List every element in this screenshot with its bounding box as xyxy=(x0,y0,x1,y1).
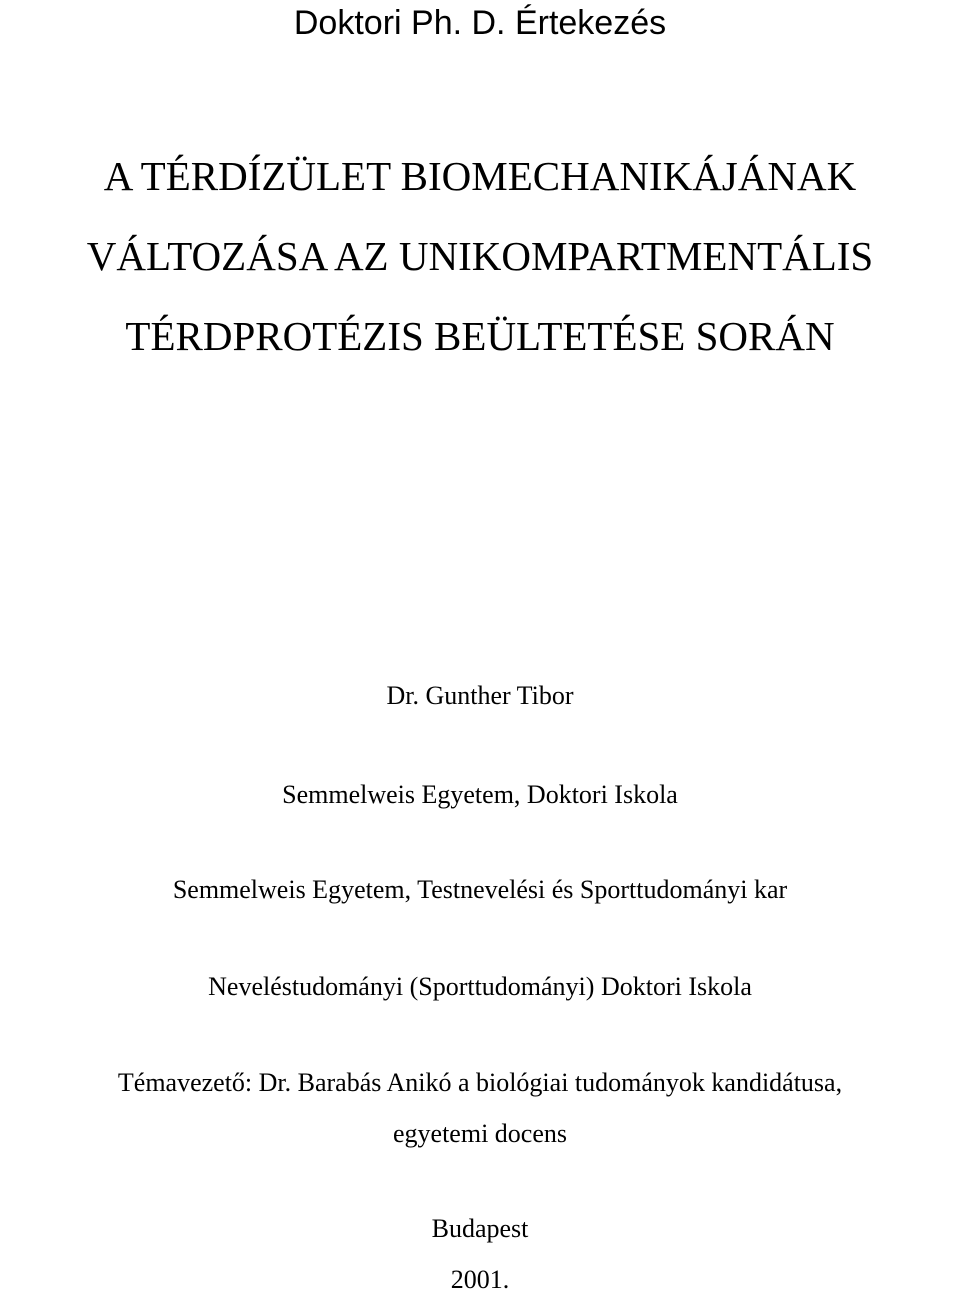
affiliation-3: Neveléstudományi (Sporttudományi) Doktori Iskola xyxy=(208,972,752,1001)
title-line-2: VÁLTOZÁSA AZ UNIKOMPARTMENTÁLIS xyxy=(86,233,874,279)
place: Budapest xyxy=(431,1214,529,1243)
year: 2001. xyxy=(450,1265,510,1294)
document-header: Doktori Ph. D. Értekezés xyxy=(293,4,667,42)
affiliation-1: Semmelweis Egyetem, Doktori Iskola xyxy=(282,780,678,809)
supervisor-line-2: egyetemi docens xyxy=(393,1119,567,1148)
title-line-3: TÉRDPROTÉZIS BEÜLTETÉSE SORÁN xyxy=(125,313,835,359)
title-line-1: A TÉRDÍZÜLET BIOMECHANIKÁJÁNAK xyxy=(103,153,857,199)
affiliation-2: Semmelweis Egyetem, Testnevelési és Sporttudományi kar xyxy=(172,875,788,904)
author-name: Dr. Gunther Tibor xyxy=(386,681,574,710)
supervisor-line-1: Témavezető: Dr. Barabás Anikó a biológiai tudományok kandidátusa, xyxy=(117,1068,843,1097)
